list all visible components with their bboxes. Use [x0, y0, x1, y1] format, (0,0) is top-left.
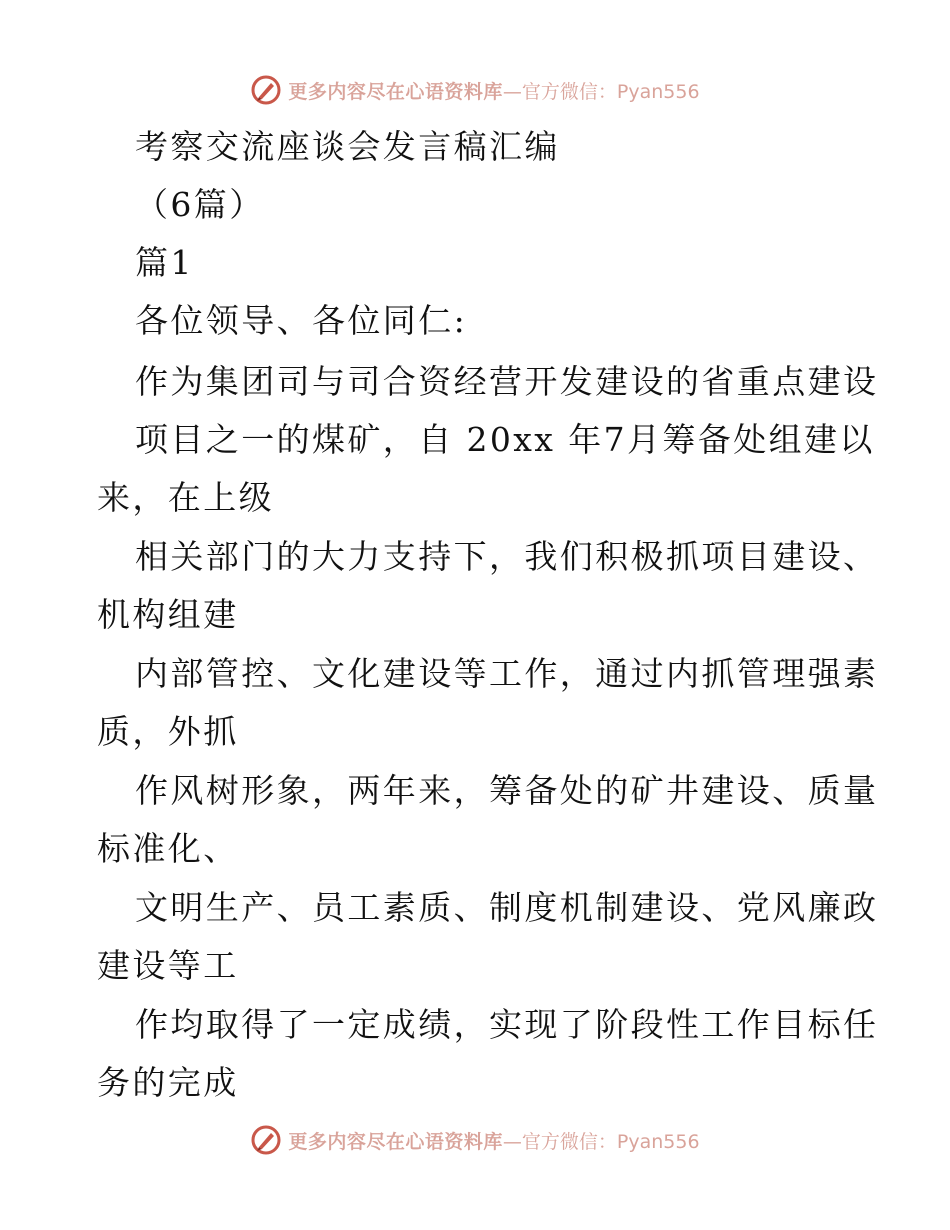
watermark-brand: 更多内容尽在心语资料库	[288, 80, 503, 103]
paragraph-line: 务的完成	[97, 1063, 239, 1102]
document-subtitle: （6篇）	[135, 185, 265, 224]
salutation: 各位领导、各位同仁:	[135, 301, 468, 340]
paragraph-line: 标准化、	[97, 829, 239, 868]
paragraph-line: 相关部门的大力支持下，我们积极抓项目建设、	[135, 537, 879, 576]
watermark-header	[0, 70, 950, 110]
pen-logo-icon	[250, 74, 282, 106]
pen-logo-icon	[250, 1124, 282, 1156]
watermark-wechat: —官方微信：Pyan556	[502, 80, 700, 103]
paragraph-line: 内部管控、文化建设等工作，通过内抓管理强素	[135, 654, 879, 693]
paragraph-line: 质，外抓	[97, 712, 239, 751]
paragraph-line: 作为集团司与司合资经营开发建设的省重点建设	[135, 362, 879, 401]
paragraph-line: 作均取得了一定成绩，实现了阶段性工作目标任	[135, 1005, 879, 1044]
paragraph-line: 来，在上级	[97, 478, 274, 517]
paragraph-line: 建设等工	[97, 946, 239, 985]
paragraph-line: 文明生产、员工素质、制度机制建设、党风廉政	[135, 888, 879, 927]
section-heading: 篇1	[135, 243, 194, 282]
document-title: 考察交流座谈会发言稿汇编	[135, 127, 560, 166]
watermark-wechat: —官方微信：Pyan556	[502, 1130, 700, 1153]
paragraph-line: 机构组建	[97, 595, 239, 634]
watermark-brand: 更多内容尽在心语资料库	[288, 1130, 503, 1153]
watermark-footer	[0, 1120, 950, 1160]
paragraph-line: 作风树形象，两年来，筹备处的矿井建设、质量	[135, 771, 879, 810]
paragraph-line: 项目之一的煤矿，自 20xx 年7月筹备处组建以	[135, 420, 875, 459]
